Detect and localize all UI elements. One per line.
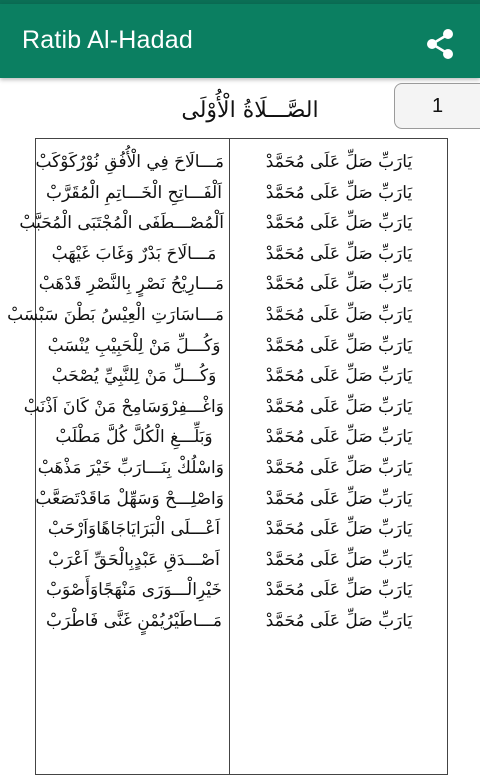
poem-verse: وَاصْلِـــحْ وَسَهِّلْ مَاقَدْتَصَعَّبْ	[35, 488, 224, 509]
poem-refrain: يَارَبِّ صَلِّ عَلَى مُحَمَّدْ	[265, 213, 413, 234]
poem-row	[36, 543, 447, 577]
poem-row	[36, 329, 447, 363]
poem-verse: اَلْفَـــاتِحِ الْخَـــاتِمِ الْمُقَرَّبْ	[46, 182, 222, 203]
app-bar	[0, 4, 480, 78]
poem-verse: وَكُـــلِّ مَنْ لِلنَّبِيِّ يُصْحَبْ	[51, 366, 217, 387]
poem-row	[36, 145, 447, 179]
poem-row	[36, 420, 447, 454]
poem-refrain: يَارَبِّ صَلِّ عَلَى مُحَمَّدْ	[265, 519, 413, 540]
poem-verse: مَـــاطَيْرُيُمْنٍ غَنَّى فَاطْرَبْ	[46, 611, 222, 631]
prayer-page[interactable]	[0, 78, 480, 755]
poem-row	[36, 482, 447, 516]
poem-row	[36, 176, 447, 210]
poem-verse: اَعْـــلَى الْبَرَايَاجَاهًاوَاَرْحَبْ	[47, 519, 221, 540]
poem-refrain: يَارَبِّ صَلِّ عَلَى مُحَمَّدْ	[265, 305, 413, 325]
poem-refrain: يَارَبِّ صَلِّ عَلَى مُحَمَّدْ	[265, 549, 413, 570]
poem-table	[7, 138, 448, 775]
poem-row	[36, 359, 447, 393]
poem-refrain: يَارَبِّ صَلِّ عَلَى مُحَمَّدْ	[265, 427, 413, 448]
poem-refrain: يَارَبِّ صَلِّ عَلَى مُحَمَّدْ	[265, 458, 413, 478]
poem-verse: مَـــاسَارَتِ الْعِيْسُ بَطْنَ سَبْسَبْ	[7, 305, 224, 325]
poem-row	[36, 573, 447, 607]
poem-verse: خَيْرِالْـــوَرَى مَنْهَجًاوَأَصْوَبْ	[46, 580, 222, 601]
poem-refrain: يَارَبِّ صَلِّ عَلَى مُحَمَّدْ	[265, 243, 413, 264]
share-icon	[420, 24, 460, 64]
poem-row	[36, 512, 447, 546]
poem-row	[36, 604, 447, 638]
poem-refrain: يَارَبِّ صَلِّ عَلَى مُحَمَّدْ	[265, 182, 413, 203]
poem-verse: مَـــالَاحَ فِي الْأُفُقِ نُوْرُكَوْكَبْ	[35, 152, 224, 172]
poem-refrain: يَارَبِّ صَلِّ عَلَى مُحَمَّدْ	[265, 335, 413, 356]
section-heading: الصَّـــلَاةُ الْأُوْلَى	[181, 98, 319, 123]
poem-refrain: يَارَبِّ صَلِّ عَلَى مُحَمَّدْ	[265, 396, 413, 417]
poem-row	[19, 206, 447, 240]
page-number-tab[interactable]: 1	[394, 83, 480, 129]
poem-row	[7, 298, 447, 332]
poem-row	[36, 451, 447, 485]
poem-refrain: يَارَبِّ صَلِّ عَلَى مُحَمَّدْ	[265, 611, 413, 631]
share-button[interactable]	[420, 24, 460, 64]
poem-refrain: يَارَبِّ صَلِّ عَلَى مُحَمَّدْ	[265, 366, 413, 387]
poem-refrain: يَارَبِّ صَلِّ عَلَى مُحَمَّدْ	[265, 274, 413, 295]
poem-verse: وَكُـــلِّ مَنْ لِلْحَبِيْبِ يُنْسَبْ	[47, 335, 221, 356]
poem-row	[36, 237, 447, 271]
poem-refrain: يَارَبِّ صَلِّ عَلَى مُحَمَّدْ	[265, 488, 413, 509]
poem-verse: مَـــالَاحَ بَدْرٌ وَغَابَ غَيْهَبْ	[51, 243, 217, 264]
poem-verse: مَـــارِيْحُ نَصْرٍ بِالنَّصْرِ قَدْهَبْ	[38, 274, 224, 295]
poem-refrain: يَارَبِّ صَلِّ عَلَى مُحَمَّدْ	[265, 580, 413, 601]
poem-verse: وَاسْلُكْ بِنَـــارَبِّ خَيْرَ مَذْهَبْ	[37, 458, 224, 478]
poem-row	[36, 267, 447, 301]
app-title: Ratib Al-Hadad	[22, 26, 193, 54]
poem-row	[23, 390, 447, 424]
poem-refrain: يَارَبِّ صَلِّ عَلَى مُحَمَّدْ	[265, 152, 413, 172]
poem-verse: وَاغْـــفِرْوَسَامِحْ مَنْ كَانَ اَذْنَبْ	[23, 396, 224, 417]
poem-verse: اَلْمُصْـــطَفَى الْمُجْتَبَى الْمُحَبَّبْ	[19, 213, 224, 234]
poem-verse: وَبَلِّـــغِ الْكُلَّ كُلَّ مَطْلَبْ	[55, 427, 213, 448]
poem-verse: اَصْـــدَقِ عَبْدٍبِالْحَقِّ اَعْرَبْ	[48, 549, 220, 570]
